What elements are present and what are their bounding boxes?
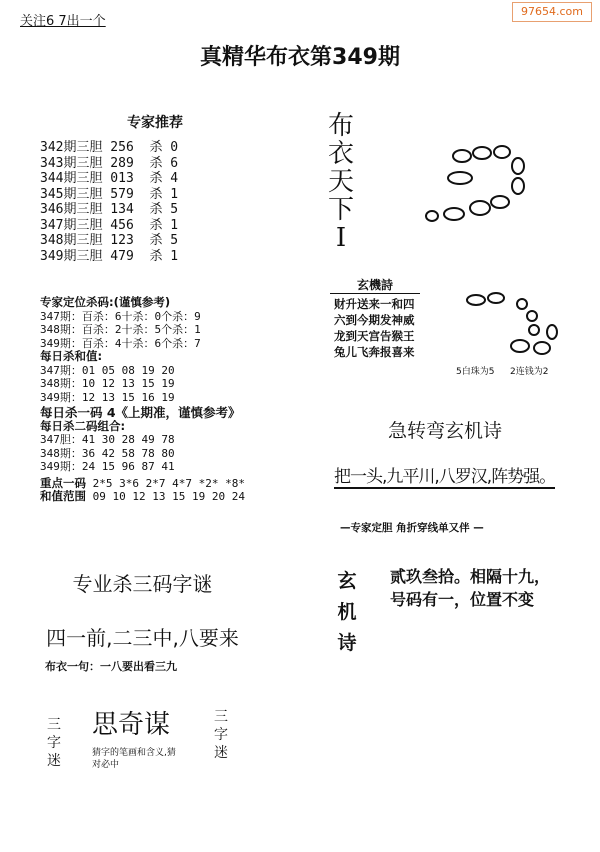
list-item: 348期三胆 123 杀 5 xyxy=(40,233,179,248)
list-item: 347期：01 05 08 19 20 xyxy=(40,363,175,377)
list-item: 344期三胆 013 杀 4 xyxy=(40,171,179,186)
coin-chain-icon xyxy=(420,128,540,228)
side-label-right: 三 字 迷 xyxy=(214,709,228,761)
key-one-label: 重点一码 xyxy=(40,475,86,490)
daily-two-heading: 每日杀二码组合: xyxy=(40,418,126,433)
top-note: 关注6 7出一个 xyxy=(20,14,106,29)
riddle-answer: 思奇谋 xyxy=(92,710,171,740)
kill-three-title: 专业杀三码字谜 xyxy=(72,572,213,596)
list-item: 346期三胆 134 杀 5 xyxy=(40,202,179,217)
xuanji-poem: 财升送来一和四 六到今期发神威 龙到天宫告猴王 兔儿飞奔报喜来 xyxy=(334,297,415,359)
turn-poem-title: 急转弯玄机诗 xyxy=(387,420,502,442)
list-item: 348期：百杀：2十杀：5个杀：1 xyxy=(40,323,201,336)
turn-poem-line: 把一头,九平川,八罗汉,阵势强。 xyxy=(334,462,555,489)
list-item: 347胆：41 30 28 49 78 xyxy=(40,433,175,446)
bead-chain-icon xyxy=(460,288,560,358)
xuan-label: 玄 机 诗 xyxy=(337,570,357,654)
list-item: 347期：百杀：6十杀：0个杀：9 xyxy=(40,309,201,323)
expert-heading: 专家推荐 xyxy=(127,115,183,131)
caption-beads: 5白珠为5 xyxy=(456,367,495,377)
caption-coins: 2连钱为2 xyxy=(510,367,549,377)
list-item: 347期三胆 456 杀 1 xyxy=(40,217,179,233)
sum-range-values: 09 10 12 13 15 19 20 24 xyxy=(92,490,245,503)
xuanji-poem-title: 玄機詩 xyxy=(330,276,420,294)
expert-list xyxy=(40,140,178,264)
list-item: 349期：12 13 15 16 19 xyxy=(40,390,175,404)
riddle-hint: 猜字的笔画和含义,猜对必中 xyxy=(92,748,176,770)
list-item: 342期三胆 256 杀 0 xyxy=(40,140,179,155)
list-item: 349期：24 15 96 87 41 xyxy=(40,460,175,473)
buyi-line: 布衣一句：一八要出看三九 xyxy=(45,660,177,673)
daily-sum-heading: 每日杀和值: xyxy=(40,349,103,363)
sum-range-label: 和值范围 xyxy=(40,489,86,503)
position-kill-heading: 专家定位杀码:(谨慎参考) xyxy=(40,295,171,309)
list-item: 348期：10 12 13 15 19 xyxy=(40,377,175,390)
sum-range-row xyxy=(40,490,245,504)
list-item: 343期三胆 289 杀 6 xyxy=(40,155,179,171)
expert-banner: —专家定胆 角折穿线单又伴 — xyxy=(340,522,484,534)
list-item: 349期：百杀：4十杀：6个杀：7 xyxy=(40,336,201,350)
kill-section xyxy=(40,296,245,504)
list-item: 349期三胆 479 杀 1 xyxy=(40,248,179,264)
buyi-tianxia: 布 衣 天 下 I xyxy=(327,111,354,253)
daily-one-heading: 每日杀一码 4《上期准，谨慎参考》 xyxy=(40,405,241,420)
list-item: 348期：36 42 58 78 80 xyxy=(40,446,175,460)
xuan-poem: 贰玖叁拾。相隔十九， 号码有一，位置不变 xyxy=(390,567,551,609)
key-one-row xyxy=(40,477,245,491)
list-item: 345期三胆 579 杀 1 xyxy=(40,186,179,202)
site-watermark: 97654.com xyxy=(512,2,592,22)
kill-three-riddle: 四一前,二三中,八要来 xyxy=(46,626,239,650)
side-label-left: 三 字 迷 xyxy=(47,717,61,769)
key-one-values: 2*5 3*6 2*7 4*7 *2* *8* xyxy=(92,476,245,490)
page-title: 真精华布衣第349期 xyxy=(200,45,400,70)
